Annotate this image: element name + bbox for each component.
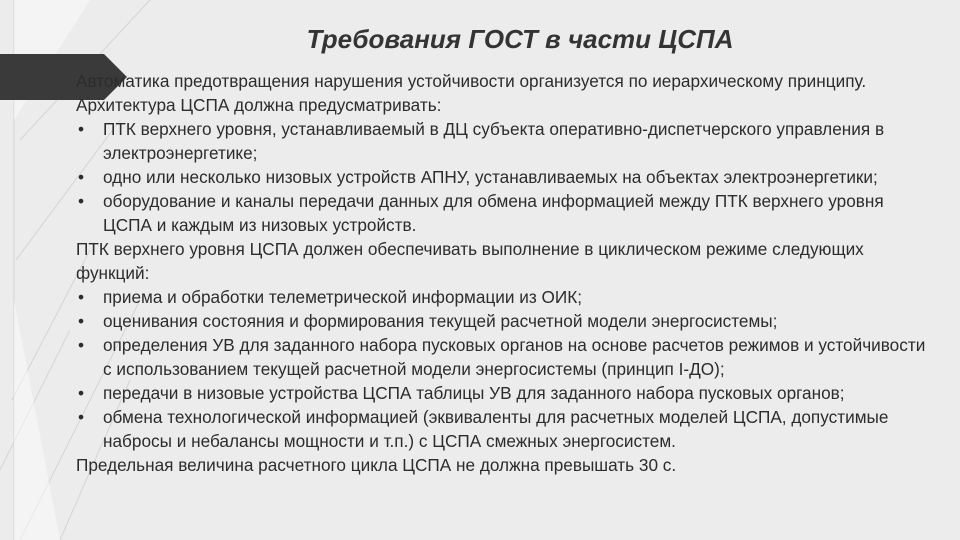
bullet-marker: • — [78, 287, 85, 307]
slide-body — [76, 69, 926, 477]
list-item-text: оборудование и каналы передачи данных для обмена информацией между ПТК верхнего уровня ЦСПА и каждым из низовых устройств. — [103, 191, 884, 235]
list-item-text: передачи в низовые устройства ЦСПА таблицы УВ для заданного набора пусковых органов; — [103, 383, 845, 403]
list-item — [76, 189, 926, 237]
bullet-marker: • — [78, 383, 85, 403]
bullet-marker: • — [78, 167, 85, 187]
list-item-text: оценивания состояния и формирования текущей расчетной модели энергосистемы; — [103, 311, 778, 331]
list-item-text: определения УВ для заданного набора пусковых органов на основе расчетов режимов и устойчивости с использованием текущей расчетной модели энергосистемы (принцип I-ДО); — [103, 335, 926, 379]
functions-intro-paragraph: ПТК верхнего уровня ЦСПА должен обеспечивать выполнение в циклическом режиме следующих функций: — [76, 239, 864, 283]
list-item — [76, 333, 926, 381]
list-item — [76, 309, 926, 333]
list-item-text: обмена технологической информацией (эквиваленты для расчетных моделей ЦСПА, допустимые набросы и небалансы мощности и т.п.) с ЦСПА смежных энергосистем. — [103, 407, 889, 451]
bullet-marker: • — [78, 335, 85, 355]
bullet-marker: • — [78, 311, 85, 331]
list-item — [76, 117, 926, 165]
list-item — [76, 381, 926, 405]
list-item — [76, 285, 926, 309]
bullet-marker: • — [78, 191, 85, 211]
list-item-text: одно или несколько низовых устройств АПНУ, устанавливаемых на объектах электроэнергетики; — [103, 167, 878, 187]
conclusion-paragraph: Предельная величина расчетного цикла ЦСПА не должна превышать 30 с. — [76, 455, 677, 475]
list-item-text: ПТК верхнего уровня, устанавливаемый в ДЦ субъекта оперативно-диспетчерского управления в электроэнергетике; — [103, 119, 885, 163]
list-item — [76, 405, 926, 453]
bullet-marker: • — [78, 119, 85, 139]
list-item — [76, 165, 926, 189]
bullet-marker: • — [78, 407, 85, 427]
slide-title: Требования ГОСТ в части ЦСПА — [306, 24, 734, 54]
list-item-text: приема и обработки телеметрической информации из ОИК; — [103, 287, 583, 307]
intro-paragraph: Автоматика предотвращения нарушения устойчивости организуется по иерархическому принципу. Архитектура ЦСПА должна предусматривать: — [76, 71, 867, 115]
